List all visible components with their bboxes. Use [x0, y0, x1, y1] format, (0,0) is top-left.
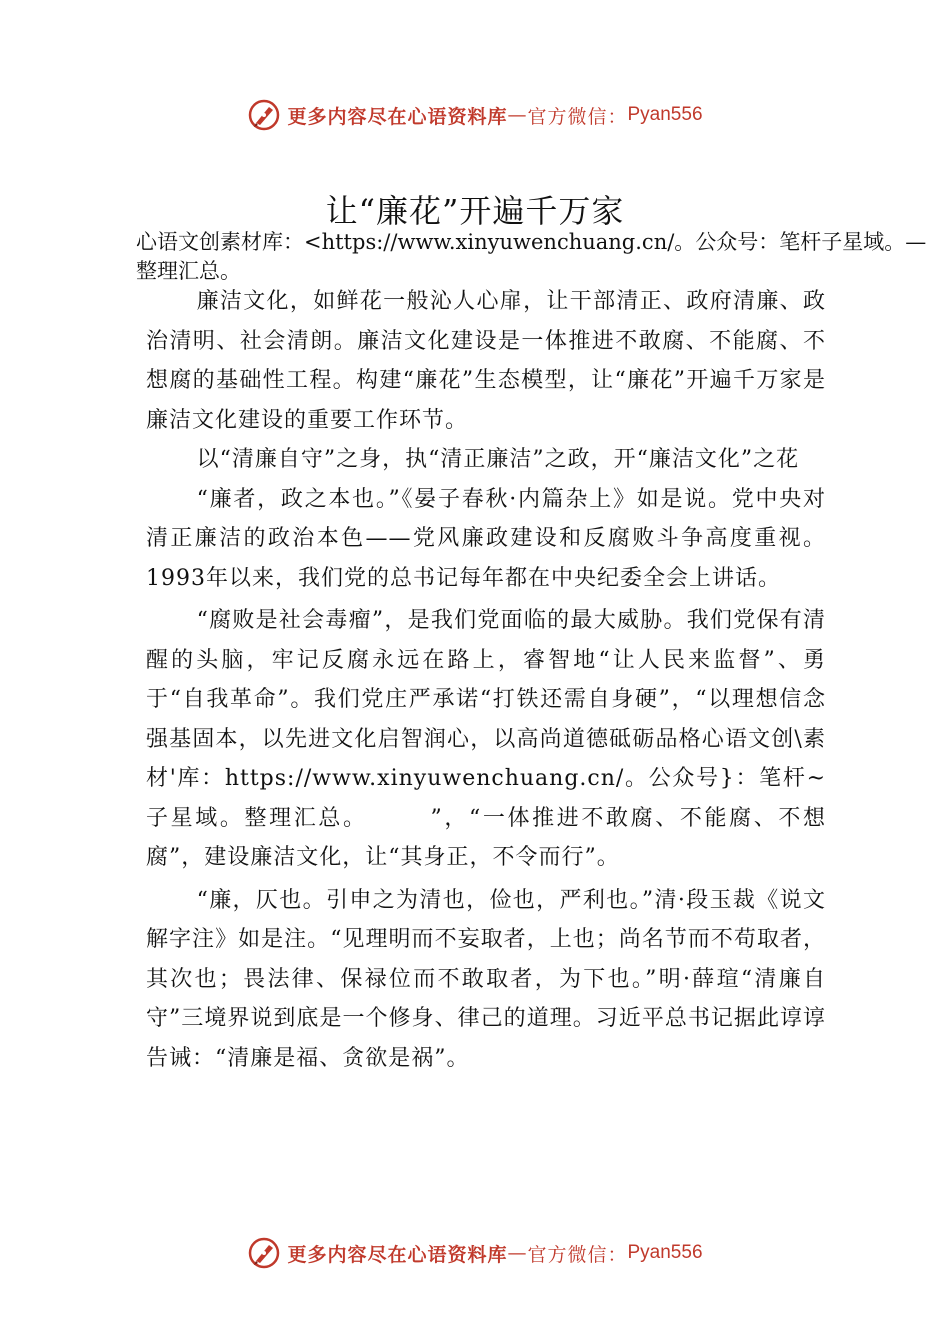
footer-banner: [0, 1233, 950, 1273]
banner-account: Pyan556: [627, 104, 703, 125]
paragraph: “廉者，政之本也。”《晏子春秋·内篇杂上》如是说。党中央对清正廉洁的政治本色——党风廉政建设和反腐败斗争高度重视。1993年以来，我们党的总书记每年都在中央纪委全会上讲话。: [146, 486, 826, 591]
banner-separator: —: [507, 1242, 528, 1264]
pen-nib-logo-icon: [247, 98, 281, 132]
banner-site-text: 更多内容尽在心语资料库: [287, 105, 508, 128]
banner-wechat-label: 官方微信：: [527, 1243, 628, 1266]
paragraph: “腐败是社会毒瘤”，是我们党面临的最大威胁。我们党保有清醒的头脑，牢记反腐永远在路上，睿智地“让人民来监督”、勇于“自我革命”。我们党庄严承诺“打铁还需自身硬”，“以理想信念强基固本，以先进文化启智润心，以高尚道德砥砺品格心语文创\素材'库：https://www.xinyuwenchuang.cn/。公众号}：笔杆~子星域。整理汇总。 ”，“一体推进不敢腐、不能腐、不想腐”，建设廉洁文化，让“其身正，不令而行”。: [146, 608, 826, 870]
source-line: 心语文创素材库：<https://www.xinyuwenchuang.cn/。公众号：笔杆子星域。—整理汇总。: [136, 230, 927, 283]
pen-nib-logo-icon: [247, 1236, 281, 1270]
banner-account: Pyan556: [627, 1242, 703, 1263]
paragraph: 廉洁文化，如鲜花一般沁人心扉，让干部清正、政府清廉、政治清明、社会清朗。廉洁文化建设是一体推进不敢腐、不能腐、不想腐的基础性工程。构建“廉花”生态模型，让“廉花”开遍千万家是廉洁文化建设的重要工作环节。: [146, 289, 826, 433]
banner-site-text: 更多内容尽在心语资料库: [287, 1243, 508, 1266]
document-body: [146, 282, 826, 1078]
banner-separator: —: [507, 104, 528, 126]
banner-wechat-label: 官方微信：: [527, 105, 628, 128]
document-title: 让“廉花”开遍千万家: [325, 192, 625, 230]
paragraph: “廉，仄也。引申之为清也，俭也，严利也。”清·段玉裁《说文解字注》如是注。“见理明而不妄取者，上也；尚名节而不苟取者，其次也；畏法律、保禄位而不敢取者，为下也。”明·薛瑄“清廉自守”三境界说到底是一个修身、律己的道理。习近平总书记据此谆谆告诫：“清廉是福、贪欲是祸”。: [146, 887, 826, 1071]
header-banner: [0, 95, 950, 135]
section-heading: 以“清廉自守”之身，执“清正廉洁”之政，开“廉洁文化”之花: [196, 447, 800, 472]
